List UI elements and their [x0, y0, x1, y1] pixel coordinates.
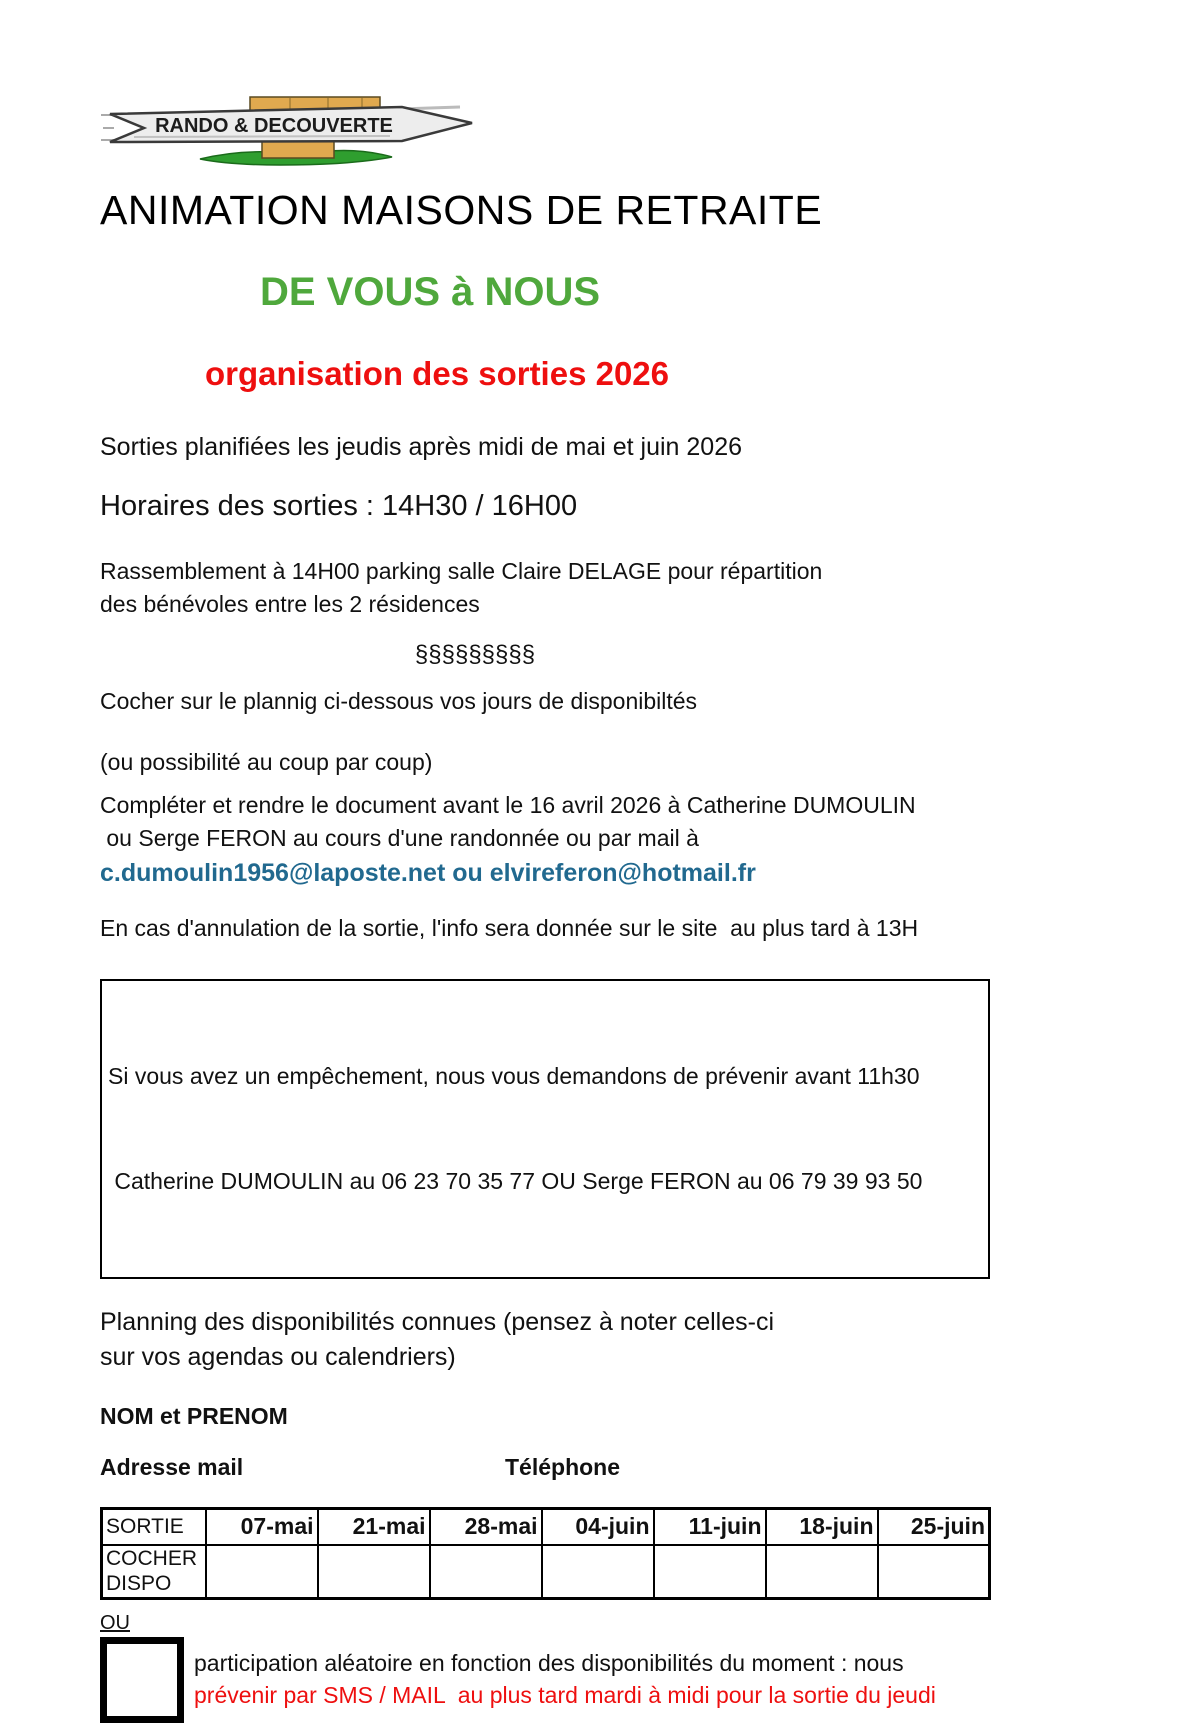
dispo-cell-11-juin[interactable]	[654, 1545, 766, 1599]
ou-label: OU	[100, 1612, 130, 1634]
notice-box	[100, 979, 990, 1279]
date-header: 28-mai	[430, 1509, 542, 1545]
completer-line1: Compléter et rendre le document avant le 16 avril 2026 à Catherine DUMOULIN	[100, 792, 916, 818]
cocher-label-line2: DISPO	[106, 1572, 172, 1596]
cocher-dispo-label-cell	[102, 1545, 206, 1599]
contact-emails-link[interactable]: c.dumoulin1956@laposte.net ou elvireferon@hotmail.fr	[100, 859, 756, 887]
dispo-cell-25-juin[interactable]	[878, 1545, 990, 1599]
wood-post-bottom	[262, 141, 334, 158]
notice-line2: Catherine DUMOULIN au 06 23 70 35 77 OU Serge FERON au 06 79 39 93 50	[108, 1168, 923, 1194]
nom-prenom-label: NOM et PRENOM	[100, 1403, 288, 1429]
planning-title	[100, 1305, 1095, 1375]
sortie-header-cell: SORTIE	[102, 1509, 206, 1545]
planned-outings-line: Sorties planifiées les jeudis après midi de mai et juin 2026	[100, 433, 743, 461]
date-header: 25-juin	[878, 1509, 990, 1545]
dispo-cell-21-mai[interactable]	[318, 1545, 430, 1599]
notice-line1: Si vous avez un empêchement, nous vous demandons de prévenir avant 11h30	[108, 1063, 920, 1089]
availability-table	[100, 1507, 991, 1600]
alternative-participation-row	[100, 1637, 1095, 1723]
cocher-label-line1: COCHER	[106, 1547, 198, 1571]
date-header: 11-juin	[654, 1509, 766, 1545]
planning-title-line1: Planning des disponibilités connues (pensez à noter celles-ci	[100, 1308, 775, 1336]
planning-title-line2: sur vos agendas ou calendriers)	[100, 1343, 456, 1371]
participation-checkbox[interactable]	[100, 1637, 184, 1723]
cocher-instruction: Cocher sur le plannig ci-dessous vos jours de disponibiltés	[100, 688, 698, 714]
adresse-mail-label: Adresse mail	[100, 1454, 244, 1480]
contact-labels-row	[100, 1454, 1095, 1481]
annulation-line: En cas d'annulation de la sortie, l'info sera donnée sur le site au plus tard à 13H	[100, 915, 919, 941]
coup-par-coup-line: (ou possibilité au coup par coup)	[100, 749, 433, 775]
participation-black-line: participation aléatoire en fonction des disponibilités du moment : nous	[194, 1650, 904, 1676]
rassemblement-paragraph	[100, 555, 1095, 621]
date-header: 04-juin	[542, 1509, 654, 1545]
dispo-cell-18-juin[interactable]	[766, 1545, 878, 1599]
table-dispo-row	[102, 1545, 990, 1599]
subtitle-red: organisation des sorties 2026	[205, 355, 670, 392]
participation-red-line: prévenir par SMS / MAIL au plus tard mardi à midi pour la sortie du jeudi	[194, 1682, 936, 1708]
completer-line2: ou Serge FERON au cours d'une randonnée ou par mail à	[100, 825, 699, 851]
rando-decouverte-logo	[100, 95, 478, 167]
rassemblement-line1: Rassemblement à 14H00 parking salle Claire DELAGE pour répartition	[100, 558, 823, 584]
date-header: 21-mai	[318, 1509, 430, 1545]
table-header-row	[102, 1509, 990, 1545]
rassemblement-line2: des bénévoles entre les 2 résidences	[100, 591, 480, 617]
telephone-label: Téléphone	[505, 1454, 621, 1480]
dispo-cell-07-mai[interactable]	[206, 1545, 318, 1599]
date-header: 07-mai	[206, 1509, 318, 1545]
completer-paragraph	[100, 789, 1095, 855]
dispo-cell-04-juin[interactable]	[542, 1545, 654, 1599]
dispo-cell-28-mai[interactable]	[430, 1545, 542, 1599]
date-header: 18-juin	[766, 1509, 878, 1545]
section-separator: §§§§§§§§§	[414, 641, 536, 668]
alternative-participation-text	[194, 1647, 936, 1711]
logo-text: RANDO & DECOUVERTE	[155, 115, 393, 137]
subtitle-green: DE VOUS à NOUS	[260, 270, 601, 314]
horaires-line: Horaires des sorties : 14H30 / 16H00	[100, 490, 578, 522]
signpost-logo-graphic	[100, 95, 478, 167]
main-title: ANIMATION MAISONS DE RETRAITE	[100, 187, 823, 233]
